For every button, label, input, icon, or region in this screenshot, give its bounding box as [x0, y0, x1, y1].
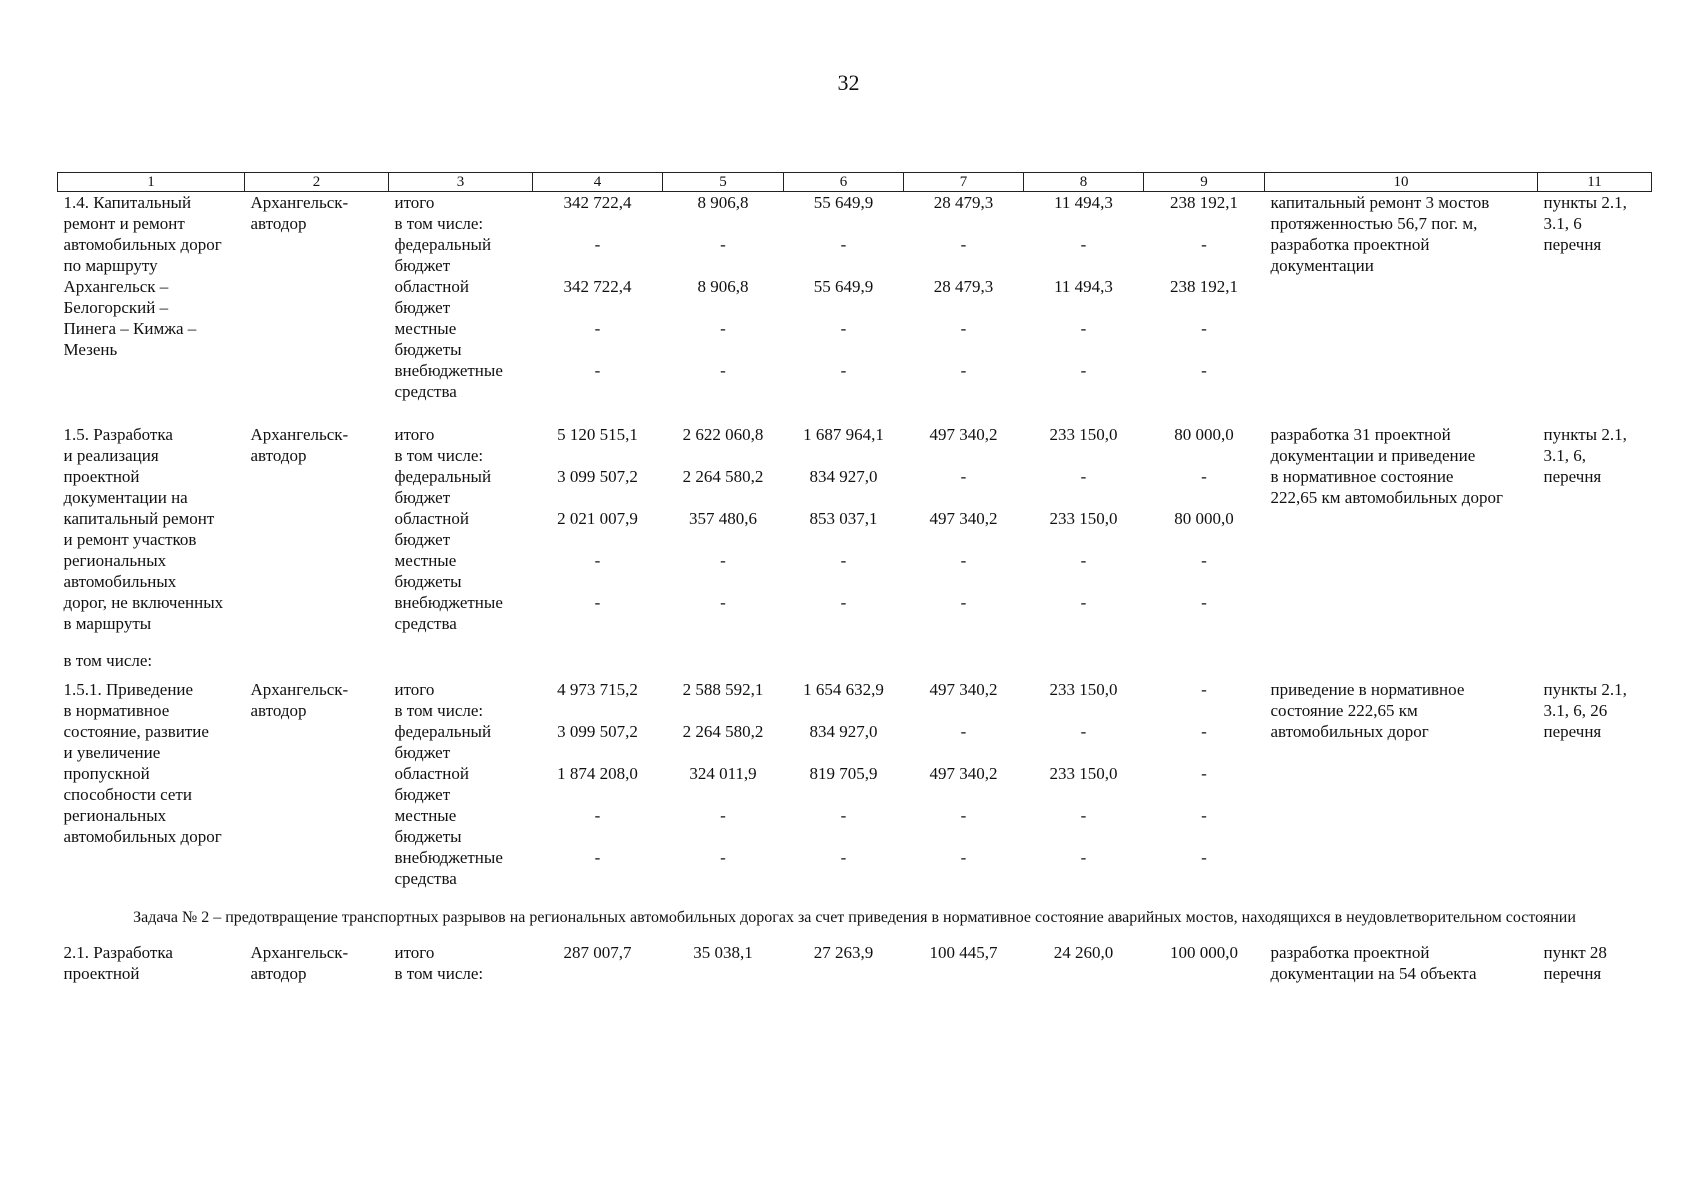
amount-cell	[904, 445, 1024, 466]
executor-line: автодор	[250, 701, 307, 720]
column-number: 10	[1265, 173, 1538, 192]
amount-cell	[1024, 700, 1144, 721]
amount-cell: 497 340,2	[929, 425, 998, 444]
amount-cell	[1144, 700, 1265, 721]
amount-cell: 238 192,1	[1170, 193, 1238, 212]
funding-source-cell	[389, 805, 533, 847]
amount-cell	[1024, 963, 1144, 984]
amount-cell: 497 340,2	[929, 509, 998, 528]
funding-source-cell	[389, 466, 533, 508]
funding-source-line: внебюджетные	[394, 361, 503, 380]
amount-cell: -	[1080, 235, 1087, 254]
table-row	[58, 192, 1652, 214]
measure-name-line: региональных	[63, 551, 167, 570]
measure-name-cell	[58, 424, 245, 634]
amount-cell	[533, 445, 663, 466]
measure-name-line: проектной	[63, 467, 140, 486]
amount-cell: 11 494,3	[1054, 277, 1113, 296]
amount-cell: -	[840, 235, 847, 254]
amount-cell: -	[594, 319, 601, 338]
amount-cell: -	[1080, 551, 1087, 570]
amount-cell	[904, 963, 1024, 984]
reference-line: пункты 2.1,	[1543, 193, 1627, 212]
measure-name-line: документации на	[63, 488, 188, 507]
amount-cell: 1 874 208,0	[557, 764, 638, 783]
funding-source-line: средства	[394, 614, 457, 633]
result-line: капитальный ремонт 3 мостов	[1270, 193, 1490, 212]
amount-cell: 233 150,0	[1049, 425, 1118, 444]
amount-cell: 2 264 580,2	[682, 722, 764, 741]
funding-source-line: местные	[394, 551, 457, 570]
amount-cell	[784, 445, 904, 466]
column-number: 5	[663, 173, 784, 192]
funding-source-line: средства	[394, 869, 457, 888]
amount-cell: 853 037,1	[809, 509, 878, 528]
column-number: 6	[784, 173, 904, 192]
amount-cell: -	[960, 361, 967, 380]
result-line: автомобильных дорог	[1270, 722, 1429, 741]
reference-line: пункты 2.1,	[1543, 680, 1627, 699]
funding-source-cell	[389, 963, 533, 984]
funding-source-cell	[389, 318, 533, 360]
reference-line: пункты 2.1,	[1543, 425, 1627, 444]
funding-source-line: в том числе:	[394, 964, 484, 983]
amount-cell: -	[840, 551, 847, 570]
amount-cell: -	[1080, 848, 1087, 867]
amount-cell: 2 622 060,8	[682, 425, 764, 444]
amount-cell: -	[960, 467, 967, 486]
funding-source-cell	[389, 276, 533, 318]
reference-cell	[1538, 192, 1652, 403]
table-body	[58, 192, 1652, 985]
subheading-text: в том числе:	[63, 651, 153, 670]
funding-source-line: бюджеты	[394, 827, 462, 846]
funding-source-cell	[389, 424, 533, 445]
amount-cell: 238 192,1	[1170, 277, 1238, 296]
amount-cell: 11 494,3	[1054, 193, 1113, 212]
column-number-row	[58, 173, 1652, 192]
amount-cell	[784, 963, 904, 984]
measure-name-line: Архангельск –	[63, 277, 169, 296]
executor-line: автодор	[250, 964, 307, 983]
amount-cell: 2 588 592,1	[682, 680, 764, 699]
funding-source-cell	[389, 592, 533, 634]
result-cell	[1265, 679, 1538, 889]
funding-source-line: итого	[394, 680, 435, 699]
amount-cell: 28 479,3	[933, 193, 994, 212]
amount-cell: 834 927,0	[809, 722, 878, 741]
executor-line: автодор	[250, 214, 307, 233]
measure-name-line: и ремонт участков	[63, 530, 197, 549]
executor-cell	[245, 942, 389, 984]
amount-cell	[784, 700, 904, 721]
funding-source-cell	[389, 847, 533, 889]
result-line: разработка 31 проектной	[1270, 425, 1451, 444]
amount-cell: 1 654 632,9	[803, 680, 884, 699]
result-cell	[1265, 424, 1538, 634]
funding-source-line: средства	[394, 382, 457, 401]
amount-cell: -	[1080, 319, 1087, 338]
funding-source-cell	[389, 550, 533, 592]
amount-cell: -	[1201, 467, 1207, 486]
amount-cell: -	[840, 361, 847, 380]
funding-source-line: местные	[394, 319, 457, 338]
amount-cell: -	[1201, 235, 1207, 254]
funding-source-line: бюджет	[394, 298, 451, 317]
column-number: 7	[904, 173, 1024, 192]
column-number: 3	[389, 173, 533, 192]
funding-source-line: федеральный	[394, 467, 492, 486]
funding-source-cell	[389, 360, 533, 402]
measure-name-line: автомобильных дорог	[63, 827, 222, 846]
task-heading-row	[58, 889, 1652, 942]
funding-source-line: бюджет	[394, 256, 451, 275]
amount-cell: 100 000,0	[1170, 943, 1238, 962]
funding-source-cell	[389, 679, 533, 700]
funding-source-cell	[389, 942, 533, 963]
amount-cell: -	[720, 806, 726, 825]
amount-cell: -	[720, 551, 726, 570]
amount-cell: 233 150,0	[1049, 680, 1118, 699]
amount-cell: -	[1201, 319, 1207, 338]
amount-cell	[663, 213, 784, 234]
amount-cell: 233 150,0	[1049, 509, 1118, 528]
amount-cell: -	[1080, 593, 1087, 612]
funding-source-line: областной	[394, 509, 469, 528]
result-line: в нормативное состояние	[1270, 467, 1454, 486]
amount-cell: 324 011,9	[689, 764, 757, 783]
amount-cell: -	[720, 319, 726, 338]
amount-cell: -	[1201, 361, 1207, 380]
amount-cell: 342 722,4	[563, 193, 632, 212]
amount-cell	[1024, 213, 1144, 234]
measure-name-line: пропускной	[63, 764, 150, 783]
amount-cell: -	[1201, 722, 1207, 741]
amount-cell: -	[960, 806, 967, 825]
executor-line: Архангельск-	[250, 680, 349, 699]
page-number: 32	[837, 70, 860, 95]
result-line: протяженностью 56,7 пог. м,	[1270, 214, 1478, 233]
amount-cell: -	[840, 806, 847, 825]
measure-name-line: Мезень	[63, 340, 118, 359]
amount-cell: 55 649,9	[813, 277, 874, 296]
measure-name-line: региональных	[63, 806, 167, 825]
funding-source-cell	[389, 508, 533, 550]
result-line: приведение в нормативное	[1270, 680, 1465, 699]
funding-source-line: федеральный	[394, 235, 492, 254]
funding-source-line: в том числе:	[394, 446, 484, 465]
amount-cell: -	[1080, 467, 1087, 486]
amount-cell: 287 007,7	[563, 943, 632, 962]
amount-cell: 8 906,8	[697, 277, 749, 296]
table-row	[58, 942, 1652, 963]
reference-line: пункт 28	[1543, 943, 1607, 962]
reference-line: 3.1, 6	[1543, 214, 1582, 233]
amount-cell: 497 340,2	[929, 764, 998, 783]
amount-cell	[533, 213, 663, 234]
reference-line: перечня	[1543, 235, 1602, 254]
amount-cell: 100 445,7	[929, 943, 998, 962]
funding-source-line: внебюджетные	[394, 848, 503, 867]
amount-cell: 24 260,0	[1053, 943, 1114, 962]
amount-cell	[533, 700, 663, 721]
measure-name-line: способности сети	[63, 785, 192, 804]
column-number: 8	[1024, 173, 1144, 192]
amount-cell: 357 480,6	[689, 509, 757, 528]
amount-cell: 5 120 515,1	[557, 425, 638, 444]
funding-source-line: итого	[394, 425, 435, 444]
result-line: состояние 222,65 км	[1270, 701, 1418, 720]
result-line: разработка проектной	[1270, 235, 1430, 254]
amount-cell: -	[840, 593, 847, 612]
result-line: разработка проектной	[1270, 943, 1430, 962]
funding-source-cell	[389, 192, 533, 214]
amount-cell: -	[840, 848, 847, 867]
amount-cell: 342 722,4	[563, 277, 632, 296]
reference-cell	[1538, 679, 1652, 889]
amount-cell: -	[960, 593, 967, 612]
amount-cell: -	[594, 361, 601, 380]
amount-cell	[663, 963, 784, 984]
column-number: 11	[1538, 173, 1652, 192]
amount-cell	[904, 700, 1024, 721]
funding-source-line: итого	[394, 943, 435, 962]
measure-name-line: по маршруту	[63, 256, 158, 275]
task-heading: Задача № 2 – предотвращение транспортных разрывов на региональных автомобильных дорогах за счет приведения в нормативное состояние аварийных мостов, находящихся в неудовлетворительном состоянии	[133, 909, 1576, 926]
amount-cell: -	[1201, 680, 1207, 699]
funding-source-line: бюджет	[394, 488, 451, 507]
measure-name-line: и увеличение	[63, 743, 161, 762]
amount-cell: -	[594, 806, 601, 825]
amount-cell: 834 927,0	[809, 467, 878, 486]
executor-cell	[245, 192, 389, 403]
executor-line: Архангельск-	[250, 943, 349, 962]
funding-source-line: бюджеты	[394, 572, 462, 591]
amount-cell: -	[1201, 764, 1207, 783]
amount-cell: 55 649,9	[813, 193, 874, 212]
amount-cell: 3 099 507,2	[557, 467, 638, 486]
measure-name-line: и реализация	[63, 446, 159, 465]
amount-cell: 1 687 964,1	[803, 425, 884, 444]
funding-source-line: бюджет	[394, 743, 451, 762]
measure-name-line: проектной	[63, 964, 140, 983]
reference-cell	[1538, 424, 1652, 634]
measure-name-cell	[58, 192, 245, 403]
amount-cell: 80 000,0	[1174, 425, 1234, 444]
amount-cell: -	[960, 722, 967, 741]
amount-cell: 819 705,9	[809, 764, 878, 783]
amount-cell: 27 263,9	[813, 943, 874, 962]
table-row	[58, 679, 1652, 700]
funding-source-line: бюджеты	[394, 340, 462, 359]
measure-name-cell	[58, 679, 245, 889]
amount-cell: 3 099 507,2	[557, 722, 638, 741]
column-number: 1	[58, 173, 245, 192]
funding-source-line: областной	[394, 277, 469, 296]
amount-cell: 28 479,3	[933, 277, 994, 296]
reference-line: 3.1, 6,	[1543, 446, 1586, 465]
amount-cell	[904, 213, 1024, 234]
funding-source-line: внебюджетные	[394, 593, 503, 612]
measure-name-line: автомобильных	[63, 572, 177, 591]
amount-cell: -	[1201, 806, 1207, 825]
amount-cell: 8 906,8	[697, 193, 749, 212]
measure-name-cell	[58, 942, 245, 984]
executor-cell	[245, 679, 389, 889]
measure-name-line: Белогорский –	[63, 298, 169, 317]
amount-cell: -	[1201, 848, 1207, 867]
amount-cell: -	[960, 848, 967, 867]
result-line: документации и приведение	[1270, 446, 1476, 465]
funding-source-line: местные	[394, 806, 457, 825]
amount-cell: -	[1201, 551, 1207, 570]
amount-cell: 233 150,0	[1049, 764, 1118, 783]
measure-name-line: Пинега – Кимжа –	[63, 319, 197, 338]
measure-name-line: капитальный ремонт	[63, 509, 215, 528]
amount-cell: -	[594, 235, 601, 254]
funding-source-line: бюджет	[394, 785, 451, 804]
amount-cell	[1144, 963, 1265, 984]
amount-cell: -	[960, 551, 967, 570]
amount-cell: -	[594, 551, 601, 570]
amount-cell: -	[594, 848, 601, 867]
measure-name-line: 1.4. Капитальный	[63, 193, 192, 212]
column-number: 9	[1144, 173, 1265, 192]
amount-cell: -	[960, 235, 967, 254]
measure-name-line: в маршруты	[63, 614, 152, 633]
executor-line: Архангельск-	[250, 193, 349, 212]
amount-cell: 80 000,0	[1174, 509, 1234, 528]
result-line: 222,65 км автомобильных дорог	[1270, 488, 1503, 507]
executor-line: Архангельск-	[250, 425, 349, 444]
amount-cell: -	[960, 319, 967, 338]
funding-source-cell	[389, 445, 533, 466]
funding-source-cell	[389, 700, 533, 721]
funding-source-line: итого	[394, 193, 435, 212]
amount-cell: -	[1080, 361, 1087, 380]
executor-line: автодор	[250, 446, 307, 465]
result-line: документации	[1270, 256, 1374, 275]
program-table	[57, 172, 1652, 984]
amount-cell: -	[1201, 593, 1207, 612]
measure-name-line: 1.5. Разработка	[63, 425, 173, 444]
result-cell	[1265, 942, 1538, 984]
amount-cell	[1144, 213, 1265, 234]
amount-cell: -	[720, 235, 726, 254]
amount-cell: -	[594, 593, 601, 612]
amount-cell: -	[1080, 806, 1087, 825]
amount-cell: 2 264 580,2	[682, 467, 764, 486]
spacer-row	[58, 402, 1652, 424]
column-number: 4	[533, 173, 663, 192]
subheading-row	[58, 634, 1652, 679]
funding-source-line: в том числе:	[394, 701, 484, 720]
reference-line: перечня	[1543, 722, 1602, 741]
amount-cell: -	[720, 593, 726, 612]
amount-cell	[1144, 445, 1265, 466]
amount-cell: 497 340,2	[929, 680, 998, 699]
reference-line: 3.1, 6, 26	[1543, 701, 1608, 720]
amount-cell: -	[720, 848, 726, 867]
executor-cell	[245, 424, 389, 634]
amount-cell: -	[1080, 722, 1087, 741]
reference-line: перечня	[1543, 964, 1602, 983]
amount-cell	[533, 963, 663, 984]
funding-source-cell	[389, 763, 533, 805]
amount-cell: -	[720, 361, 726, 380]
reference-line: перечня	[1543, 467, 1602, 486]
measure-name-line: в нормативное	[63, 701, 170, 720]
measure-name-line: ремонт и ремонт	[63, 214, 185, 233]
amount-cell	[663, 700, 784, 721]
amount-cell	[663, 445, 784, 466]
amount-cell: 35 038,1	[693, 943, 753, 962]
funding-source-cell	[389, 234, 533, 276]
amount-cell: 4 973 715,2	[557, 680, 638, 699]
result-line: документации на 54 объекта	[1270, 964, 1477, 983]
measure-name-line: состояние, развитие	[63, 722, 209, 741]
funding-source-cell	[389, 213, 533, 234]
funding-source-line: бюджет	[394, 530, 451, 549]
amount-cell: -	[840, 319, 847, 338]
reference-cell	[1538, 942, 1652, 984]
funding-source-line: областной	[394, 764, 469, 783]
measure-name-line: 1.5.1. Приведение	[63, 680, 194, 699]
measure-name-line: 2.1. Разработка	[63, 943, 173, 962]
amount-cell: 2 021 007,9	[557, 509, 638, 528]
amount-cell	[784, 213, 904, 234]
funding-source-cell	[389, 721, 533, 763]
column-number: 2	[245, 173, 389, 192]
measure-name-line: дорог, не включенных	[63, 593, 224, 612]
measure-name-line: автомобильных дорог	[63, 235, 222, 254]
funding-source-line: федеральный	[394, 722, 492, 741]
funding-source-line: в том числе:	[394, 214, 484, 233]
amount-cell	[1024, 445, 1144, 466]
table-row	[58, 424, 1652, 445]
result-cell	[1265, 192, 1538, 403]
